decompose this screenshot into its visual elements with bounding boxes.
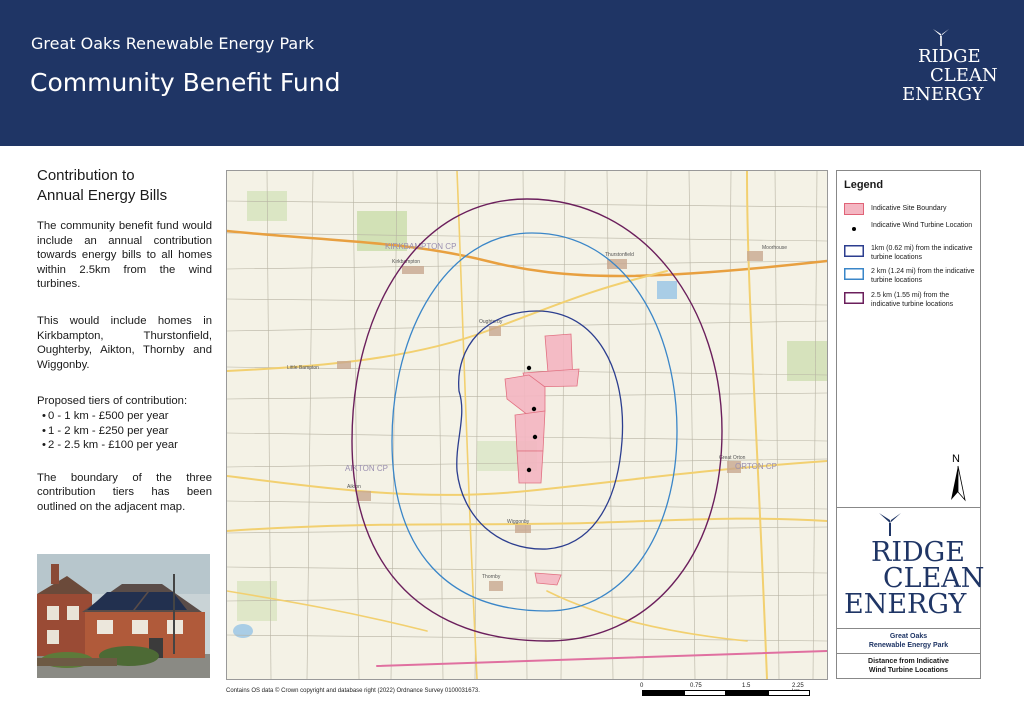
boundary-swatch-icon [844,203,864,215]
boundary-note: The boundary of the three contribution tiers has been outlined on the adjacent map. [37,471,212,513]
legend-item-1km: 1km (0.62 mi) from the indicative turbine locations [844,245,980,269]
site-name: Great Oaks Renewable Energy Park [868,633,949,649]
legend-item-2km: 2 km (1.24 mi) from the indicative turbine locations [844,268,980,292]
logo-word-clean: CLEAN [883,563,985,594]
house-photo [37,554,210,678]
place-label: Oughterby [479,319,503,325]
place-label: Moorhouse [762,245,788,251]
svg-text:N: N [952,453,960,465]
map-canvas [227,171,827,679]
ring-1km-swatch-icon [844,245,864,257]
map-title: Distance from Indicative Wind Turbine Locations [868,658,949,674]
scale-label: 1.5 [742,683,751,689]
place-label: KIRKBAMPTON CP [385,242,457,251]
site-name-panel [836,628,981,654]
tiers-title: Proposed tiers of contribution: [37,395,188,408]
north-arrow [948,452,968,502]
scale-segment [726,690,768,696]
tier-item: • 0 - 1 km - £500 per year [37,409,212,424]
logo-word-ridge: RIDGE [871,537,965,568]
place-label: Thornby [482,574,501,580]
place-label: AIKTON CP [345,464,388,473]
north-arrow-icon [948,452,968,502]
heading-line-1: Contribution to [37,167,135,184]
header-banner [0,0,1024,146]
heading-line-2: Annual Energy Bills [37,187,168,204]
fund-description: The community benefit fund would include an annual contribution towards energy bills to all homes within 2.5km from the wind turbines. [37,220,212,291]
tier-item: • 2 - 2.5 km - £100 per year [37,438,212,453]
scale-segment [768,690,810,696]
logo-panel [836,507,985,629]
turbine-dot-icon [844,222,864,236]
map-title-panel [836,653,981,679]
scale-label: 2.25 [792,683,804,689]
logo-word-ridge: RIDGE [918,46,981,67]
scale-segment [642,690,684,696]
turbine-icon [876,512,904,536]
ring-2-5km-swatch-icon [844,292,864,304]
ring-2km-swatch-icon [844,268,864,280]
homes-description: This would include homes in Kirkbampton, Thurstonfield, Oughterby, Aikton, Thornby and Wiggonby. [37,314,212,371]
place-label: Wiggonby [507,519,530,525]
scale-segment [684,690,726,696]
turbine-icon [930,28,952,46]
legend-item-site-boundary: Indicative Site Boundary [844,203,980,227]
logo-word-energy: ENERGY [844,589,967,620]
scale-label: 0 [640,683,644,689]
tier-item: • 1 - 2 km - £250 per year [37,424,212,439]
place-label: Thurstonfield [605,252,634,258]
place-label: Little Bampton [287,365,319,371]
os-copyright: Contains OS data © Crown copyright and database right (2022) Ordnance Survey 0100031673. [226,688,480,694]
legend-item-2-5km: 2.5 km (1.55 mi) from the indicative turbine locations [844,292,980,316]
legend-title: Legend [844,179,884,191]
scale-label: 0.75 [690,683,702,689]
info-column [37,166,212,537]
scale-bar [640,683,810,703]
section-heading [37,166,212,206]
logo-word-energy: ENERGY [902,84,984,105]
tiers-list [37,409,212,453]
project-subtitle: Great Oaks Renewable Energy Park [31,34,315,53]
os-map[interactable] [226,170,828,680]
page-title: Community Benefit Fund [30,68,341,97]
legend-item-turbine: Indicative Wind Turbine Location [844,222,980,246]
ridge-clean-energy-logo [896,28,1000,108]
place-label: Aikton [347,484,361,490]
place-label: ORTON CP [735,462,777,471]
logo-word-clean: CLEAN [930,65,998,86]
place-label: Kirkbampton [392,259,421,265]
place-label: Great Orton [719,455,746,461]
